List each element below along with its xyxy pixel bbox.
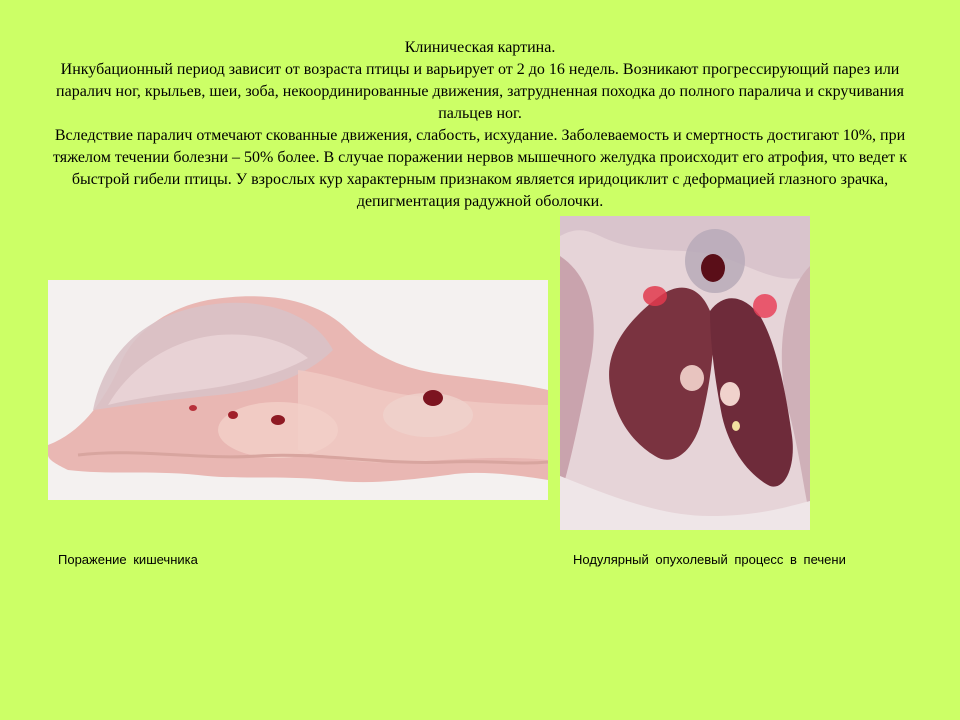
- caption-intestine: Поражение кишечника: [58, 552, 198, 567]
- caption-liver: Нодулярный опухолевый процесс в печени: [573, 552, 846, 567]
- liver-tumor-photo: [560, 216, 810, 530]
- slide-title: Клиническая картина.: [404, 39, 556, 56]
- paragraph-incubation: Инкубационный период зависит от возраста птицы и варьирует от 2 до 16 недель. Возникают прогрессирующий парез или паралич ног, крыльев, шеи, зоба, некоординированные движения, затрудненная походка до полного паралича и скручивания пальцев ног.: [56, 61, 904, 122]
- slide-body-text: [40, 37, 920, 213]
- paragraph-paralysis: Вследствие паралич отмечают скованные движения, слабость, исхудание. Заболеваемость и смертность достигают 10%, при тяжелом течении болезни – 50% более. В случае поражении нервов мышечного желудка происходит его атрофия, что ведет к быстрой гибели птицы. У взрослых кур характерным признаком является иридоциклит с деформацией глазного зрачка, депигментация радужной оболочки.: [52, 127, 908, 210]
- intestine-lesion-photo: [48, 280, 548, 500]
